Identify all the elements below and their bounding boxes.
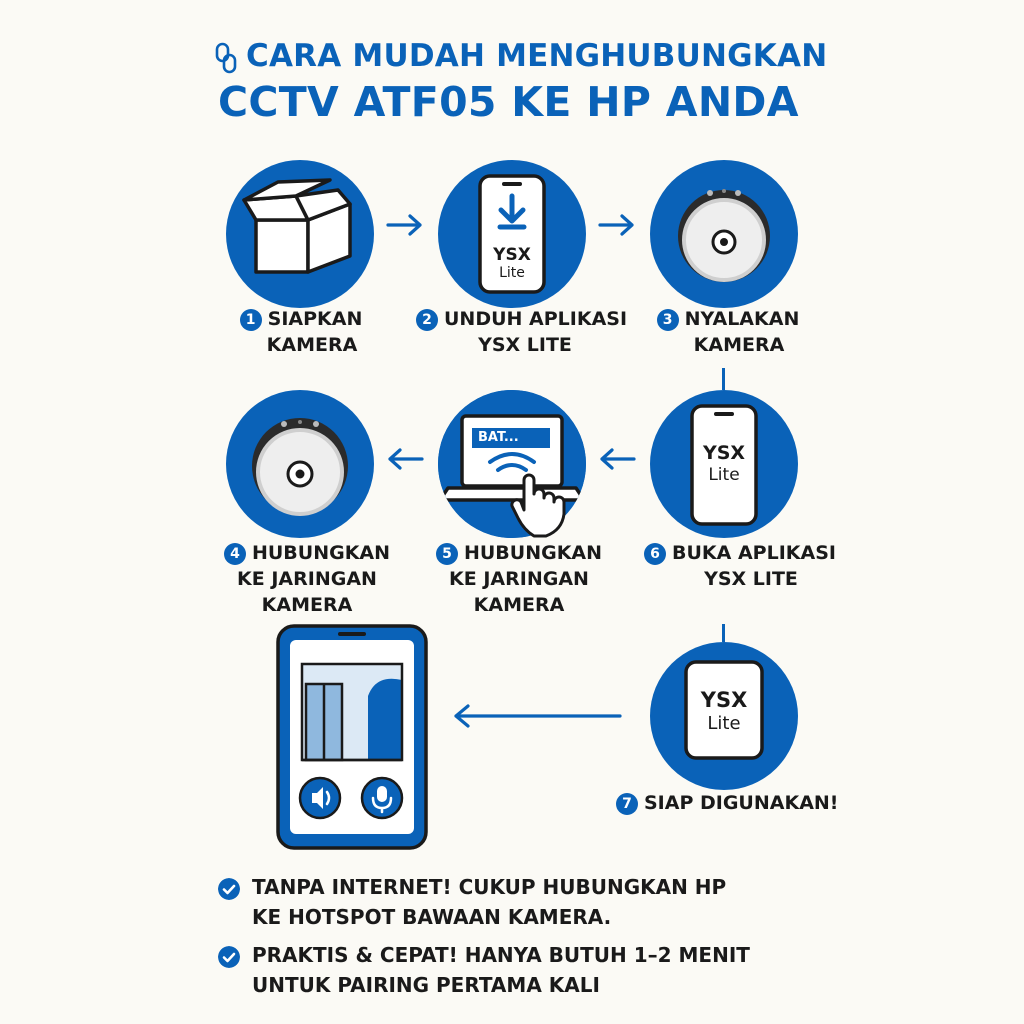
step-text: HUBUNGKAN	[251, 542, 391, 564]
phone-live-view-icon	[276, 624, 428, 850]
step-number: 6	[644, 543, 666, 565]
app-name-sub: Lite	[707, 713, 741, 734]
step-number: 7	[616, 793, 638, 815]
step-4-circle	[226, 390, 374, 538]
step-text: KAMERA	[261, 594, 353, 616]
note-text: PRAKTIS & CEPAT! HANYA BUTUH 1–2 MENIT	[252, 943, 750, 967]
app-name: YSX	[700, 688, 748, 712]
arrow-left-icon	[598, 448, 636, 470]
note-text: UNTUK PAIRING PERTAMA KALI	[252, 973, 600, 997]
step-1-circle	[226, 160, 374, 308]
step-2-label	[416, 306, 628, 358]
step-number: 2	[416, 309, 438, 331]
note-1	[252, 872, 726, 932]
wifi-ssid: BAT...	[478, 430, 519, 445]
step-text: KE JARINGAN	[449, 568, 589, 590]
box-icon	[226, 160, 374, 308]
step-5-circle	[438, 390, 586, 538]
step-2-circle	[438, 160, 586, 308]
arrow-left-icon	[386, 448, 424, 470]
step-text: NYALAKAN	[684, 308, 800, 330]
step-6-circle	[650, 390, 798, 538]
app-name: YSX	[493, 245, 531, 265]
step-text: KE JARINGAN	[237, 568, 377, 590]
app-name: YSX	[702, 442, 746, 464]
step-6-label	[640, 540, 840, 592]
laptop-wifi-icon	[438, 390, 586, 538]
connector-line	[722, 368, 725, 390]
speaker-icon	[300, 778, 340, 818]
step-1-label	[226, 306, 376, 358]
arrow-right-icon	[386, 214, 424, 236]
step-text: YSX LITE	[704, 568, 798, 590]
step-text: KAMERA	[473, 594, 565, 616]
check-circle-icon	[218, 878, 240, 900]
page-title-line2: CCTV ATF05 KE HP ANDA	[218, 78, 799, 126]
arrow-left-icon	[452, 704, 622, 728]
step-text: KAMERA	[693, 334, 785, 356]
step-number: 1	[240, 309, 262, 331]
step-number: 4	[224, 543, 246, 565]
app-name-sub: Lite	[708, 465, 740, 485]
camera-icon	[650, 160, 798, 308]
step-text: SIAPKAN	[267, 308, 363, 330]
step-text: BUKA APLIKASI	[672, 542, 836, 564]
step-text: UNDUH APLIKASI	[444, 308, 628, 330]
microphone-icon	[362, 778, 402, 818]
page-title-line1: CARA MUDAH MENGHUBUNGKAN	[246, 38, 828, 74]
step-5-label	[428, 540, 610, 618]
step-text: HUBUNGKAN	[463, 542, 603, 564]
check-circle-icon	[218, 946, 240, 968]
connector-line	[722, 624, 725, 642]
step-3-circle	[650, 160, 798, 308]
note-text: TANPA INTERNET! CUKUP HUBUNGKAN HP	[252, 875, 727, 899]
step-7-circle	[650, 642, 798, 790]
download-phone-icon	[438, 160, 586, 308]
step-number: 5	[436, 543, 458, 565]
step-number: 3	[657, 309, 679, 331]
note-text: KE HOTSPOT BAWAAN KAMERA.	[252, 905, 612, 929]
app-name-sub: Lite	[499, 265, 525, 281]
step-text: SIAP DIGUNAKAN!	[644, 792, 839, 814]
step-3-label	[652, 306, 804, 358]
step-4-label	[218, 540, 396, 618]
arrow-right-icon	[598, 214, 636, 236]
step-text: YSX LITE	[478, 334, 572, 356]
step-text: KAMERA	[266, 334, 358, 356]
link-icon	[214, 42, 238, 74]
note-2	[252, 940, 750, 1000]
step-7-label	[616, 790, 846, 816]
camera-icon	[226, 390, 374, 538]
